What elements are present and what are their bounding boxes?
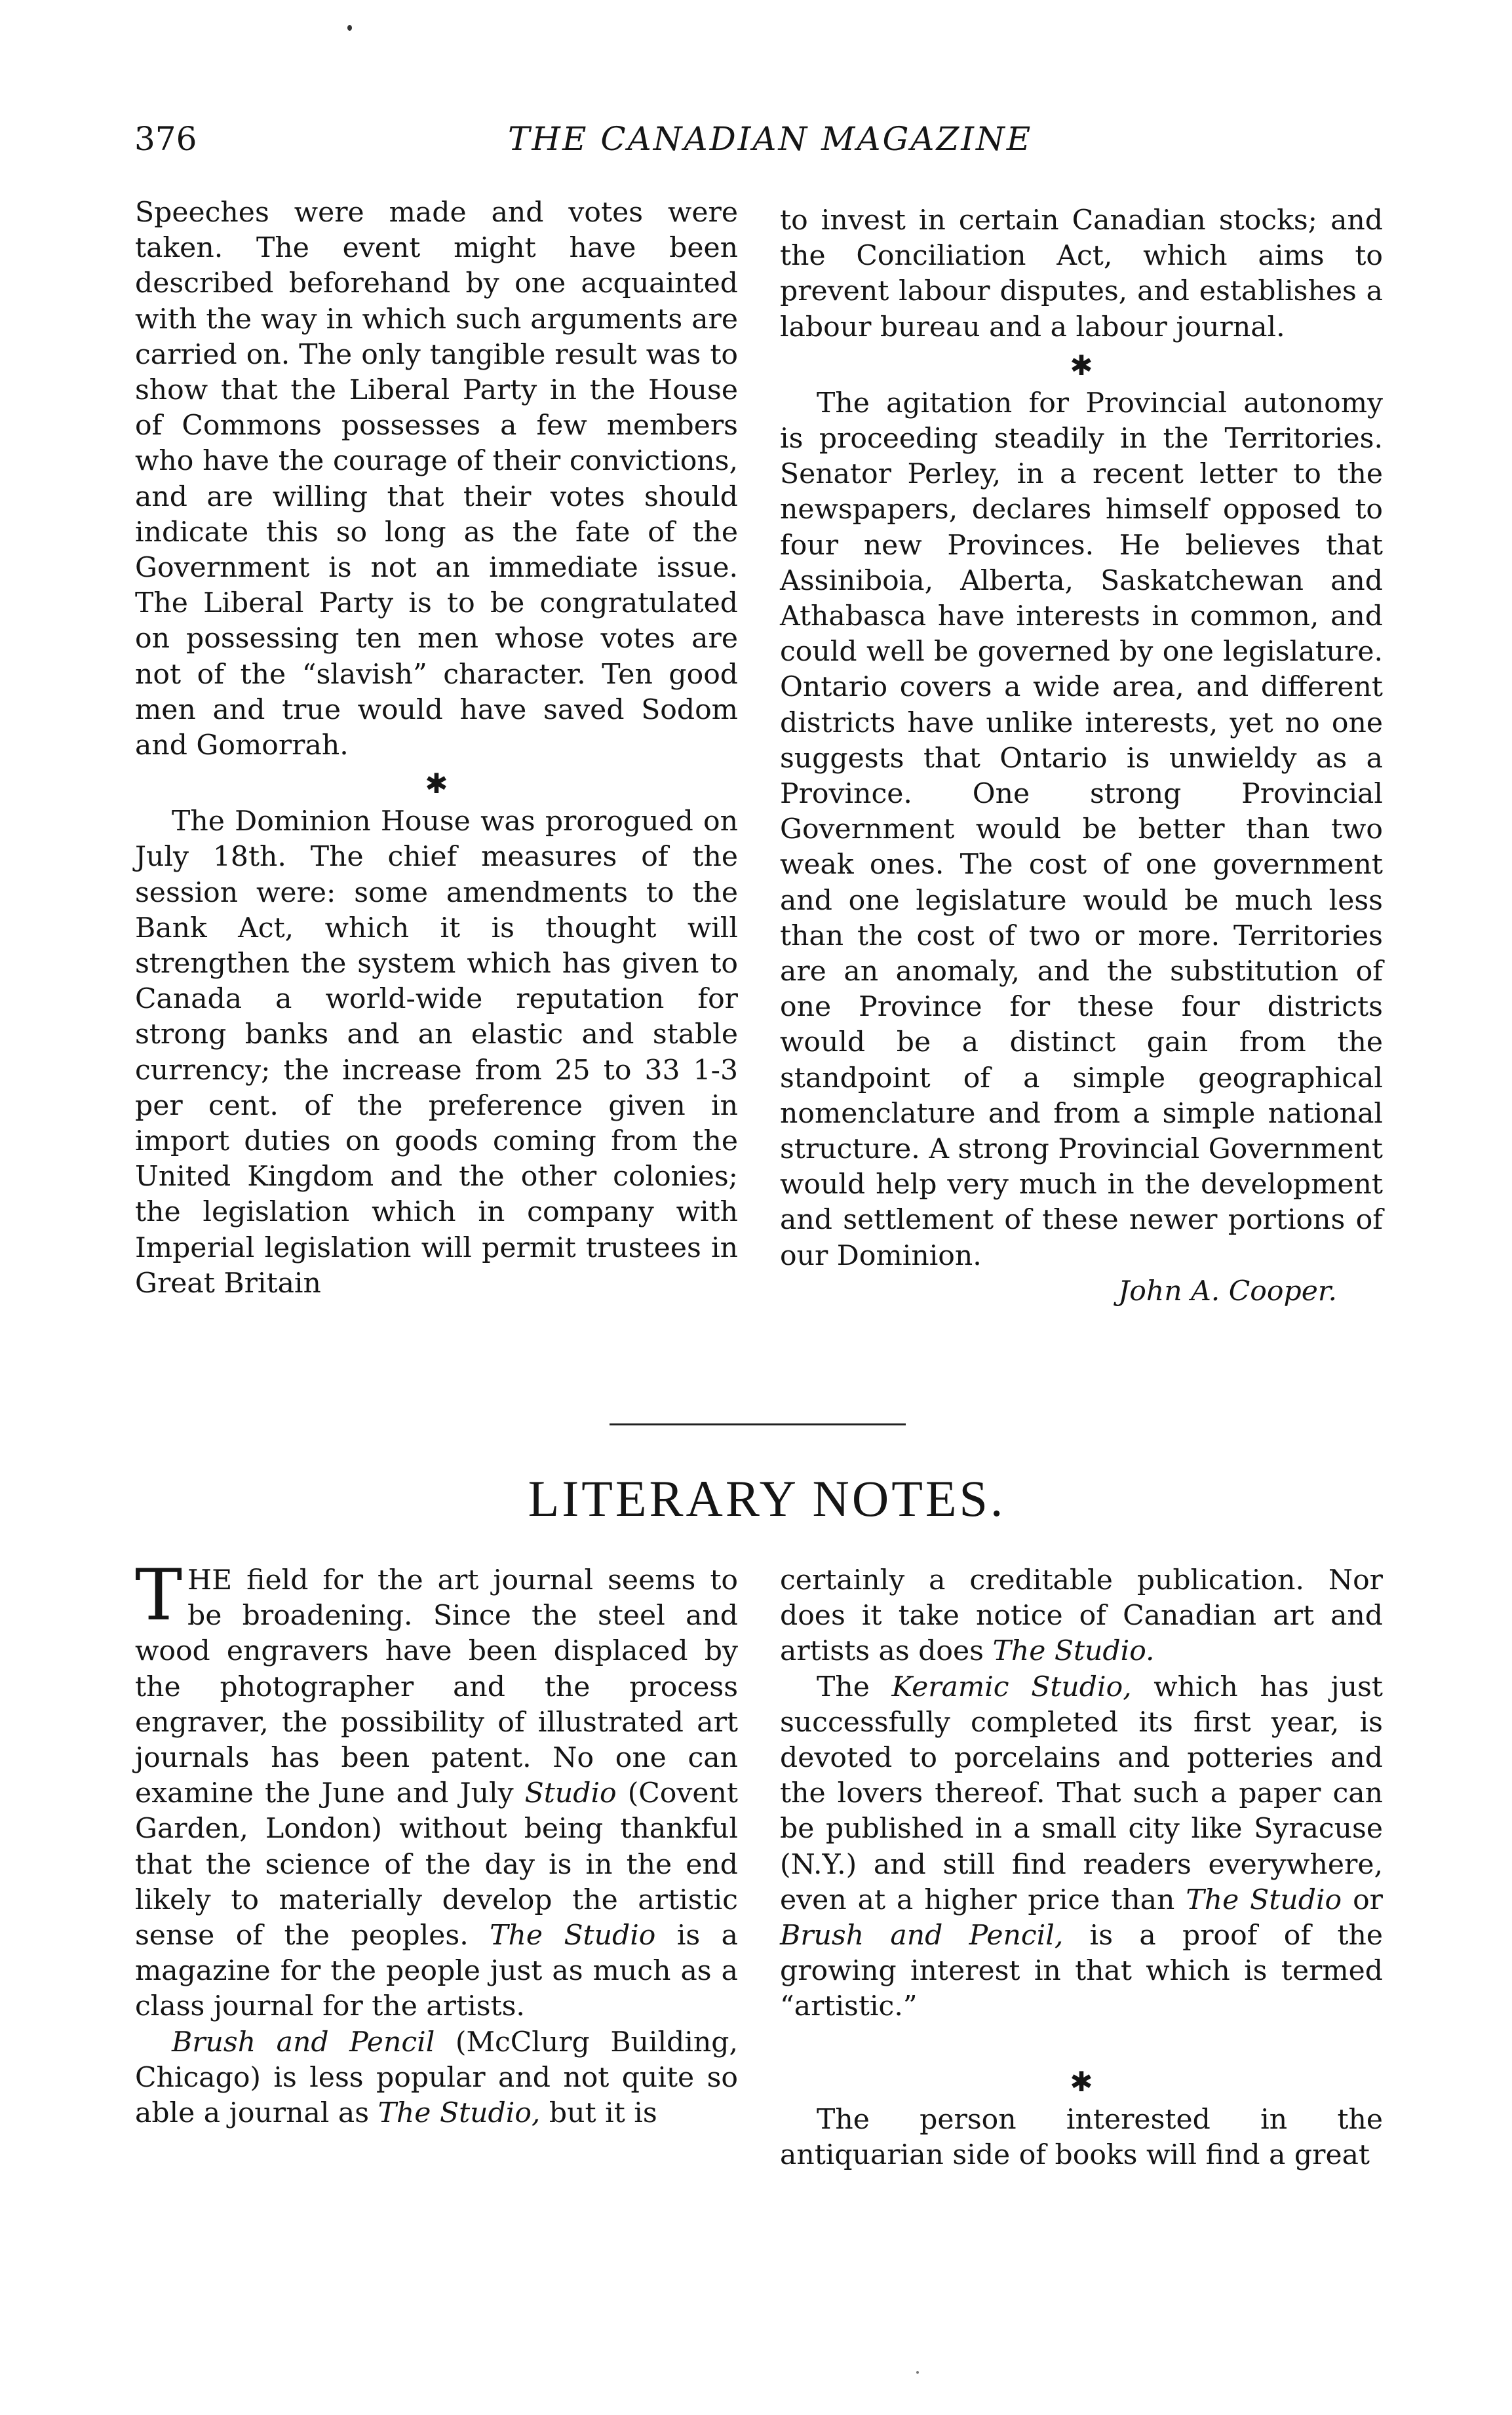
asterism-ornament: ✱ <box>425 767 448 800</box>
page-number: 376 <box>134 120 197 158</box>
asterism-ornament: ✱ <box>1070 2065 1093 2098</box>
page-header <box>134 119 1380 172</box>
editorial-paragraph: Speeches were made and votes were taken. The event might have been described beforehand by one acquainted with the way in which such arguments are carried on. The only tangible result was to show that the Liberal Party in the House of Commons possesses a few members who have the courage of their convictions, and are willing that their votes should indicate this so long as the fate of the Government is not an immediate issue. The Liberal Party is to be congratulated on possessing ten men whose votes are not of the “slavish” character. Ten good men and true would have saved Sodom and Gomorrah. <box>135 197 738 762</box>
running-title: THE CANADIAN MAGAZINE <box>508 120 1033 158</box>
spacer <box>780 2025 1383 2062</box>
ink-speck <box>916 2371 919 2374</box>
section-title: LITERARY NOTES. <box>528 1470 1006 1527</box>
editorial-paragraph: to invest in certain Canadian stocks; and the Conciliation Act, which aims to prevent labour disputes, and establishes a labour bureau and a labour journal. <box>780 204 1383 343</box>
author-signature: John A. Cooper. <box>1118 1275 1337 1307</box>
editorial-left-column <box>135 195 738 1302</box>
drop-cap: T <box>135 1555 183 1636</box>
literary-paragraph: The person interested in the antiquarian side of books will find a great <box>780 2103 1383 2171</box>
literary-paragraph: THE field for the art journal seems to be broadening. Since the steel and wood engravers have been displaced by the photographer and the process engraver, the possibility of illustrated art journals has been patent. No one can examine the June and July Studio (Covent Garden, London) without being thankful that the science of the day is in the end likely to materially develop the artistic sense of the peoples. The Studio is a magazine for the people just as much as a class journal for the artists. <box>135 1555 738 2023</box>
editorial-right-column <box>780 203 1383 1309</box>
section-divider <box>610 1423 906 1425</box>
editorial-paragraph: The Dominion House was prorogued on July 18th. The chief measures of the session were: some amendments to the Bank Act, which it is thought will strengthen the system which has given to Canada a world-wide reputation for strong banks and an elastic and stable currency; the increase from 25 to 33 1-3 per cent. of the preference given in import duties on goods coming from the United Kingdom and the other colonies; the legislation which in company with Imperial legislation will permit trustees in Great Britain <box>135 805 738 1300</box>
literary-paragraph: certainly a creditable publication. Nor does it take notice of Canadian art and artists as does The Studio. <box>780 1564 1383 1668</box>
ink-speck <box>347 25 352 31</box>
literary-notes-left-column <box>135 1555 738 2131</box>
editorial-paragraph: The agitation for Provincial autonomy is proceeding steadily in the Territories. Senator Perley, in a recent letter to the newspapers, declares himself opposed to four new Provinces. He believes that Assiniboia, Alberta, Saskatchewan and Athabasca have interests in common, and could well be governed by one legislature. Ontario covers a wide area, and different districts have unlike interests, yet no one suggests that Ontario is unwieldy as a Province. One strong Provincial Government would be better than two weak ones. The cost of one government and one legislature would be much less than the cost of two or more. Territories are an anomaly, and the substitution of one Province for these four districts would be a distinct gain from the standpoint of a simple geographical nomenclature and from a simple national structure. A strong Provincial Government would help very much in the development and settlement of these newer portions of our Dominion. <box>780 387 1383 1272</box>
literary-paragraph: Brush and Pencil (McClurg Building, Chicago) is less popular and not quite so able a journal as The Studio, but it is <box>135 2026 738 2130</box>
asterism-ornament: ✱ <box>1070 349 1093 381</box>
literary-notes-right-column <box>780 1563 1383 2173</box>
literary-paragraph: The Keramic Studio, which has just successfully completed its first year, is devoted to porcelains and potteries and the lovers thereof. That such a paper can be published in a small city like Syracuse (N.Y.) and still find readers everywhere, even at a higher price than The Studio or Brush and Pencil, is a proof of the growing interest in that which is termed “artistic.” <box>780 1671 1384 2023</box>
